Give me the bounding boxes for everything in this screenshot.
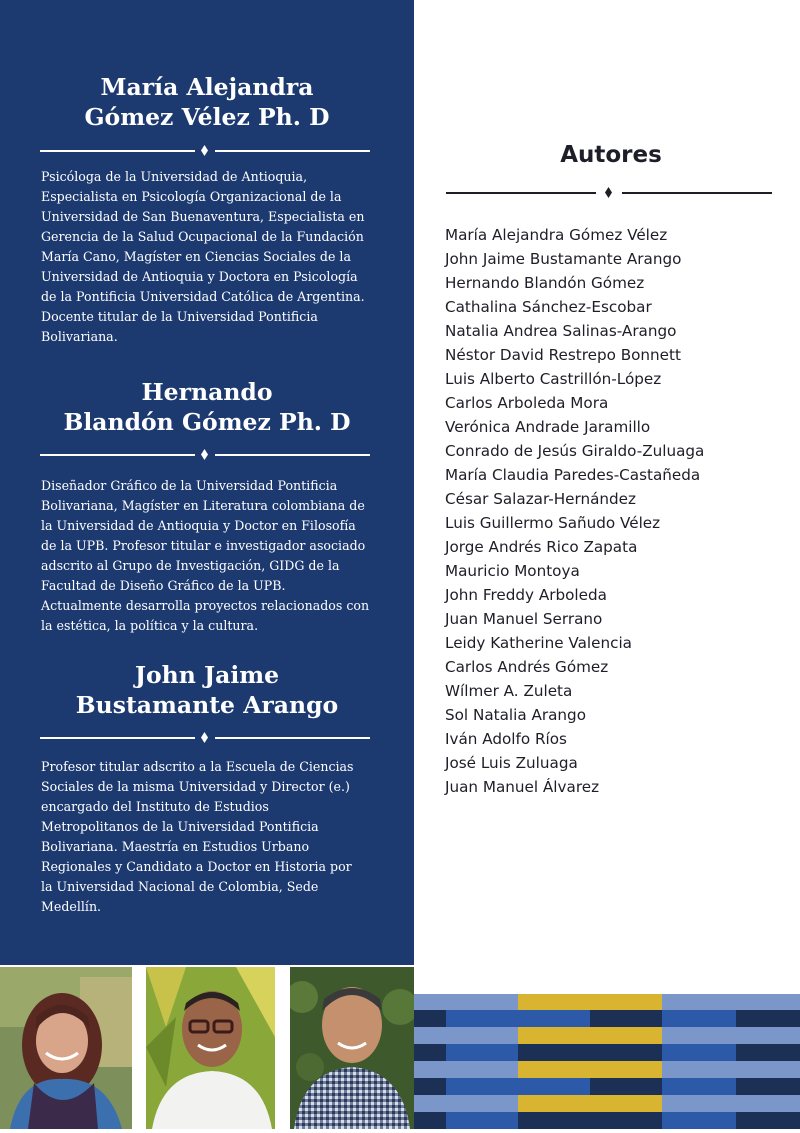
bio-line: la Universidad de Antioquia y Doctor en Filosofía [41, 518, 356, 533]
author-name: Cathalina Sánchez-Escobar [445, 298, 652, 316]
author-name: Conrado de Jesús Giraldo-Zuluaga [445, 442, 705, 460]
bio-line: la estética, la política y la cultura. [41, 618, 259, 633]
bio-text-bustamante [41, 757, 386, 917]
bio-line: Universidad de San Buenaventura, Especialista en [41, 209, 365, 224]
bio-line: Psicóloga de la Universidad de Antioquia, [41, 169, 308, 184]
bio-name-line: John Jaime [134, 661, 280, 689]
author-name: María Claudia Paredes-Castañeda [445, 466, 701, 484]
bio-line: Profesor titular adscrito a la Escuela de Ciencias [41, 759, 354, 774]
author-name: María Alejandra Gómez Vélez [445, 226, 668, 244]
bio-line: Especialista en Psicología Organizacional de la [41, 189, 342, 204]
bio-name-line: Hernando [141, 378, 273, 406]
author-name: Néstor David Restrepo Bonnett [445, 346, 681, 364]
author-name: Hernando Blandón Gómez [445, 274, 645, 292]
bio-line: de la Pontificia Universidad Católica de Argentina. [41, 289, 365, 304]
bio-line: Docente titular de la Universidad Pontificia [41, 309, 318, 324]
bio-name-blandon [0, 377, 414, 437]
author-name: César Salazar-Hernández [445, 490, 636, 508]
bio-line: Bolivariana, Magíster en Literatura colombiana de [41, 498, 365, 513]
bio-name-line: María Alejandra [100, 73, 314, 101]
author-name: Wílmer A. Zuleta [445, 682, 573, 700]
bio-text-gomez [41, 167, 386, 347]
bio-name-gomez [0, 72, 414, 132]
bio-name-line: Bustamante Arango [75, 691, 339, 719]
bio-line: Facultad de Diseño Gráfico de la UPB. [41, 578, 286, 593]
diamond-divider-icon [40, 448, 370, 462]
author-photo-bustamante [290, 967, 414, 1129]
author-list [445, 223, 704, 799]
author-name: Jorge Andrés Rico Zapata [445, 538, 638, 556]
bio-line: Actualmente desarrolla proyectos relacionados con [41, 598, 370, 613]
bio-name-bustamante [0, 660, 414, 720]
bio-line: Universidad de Antioquia y Doctora en Psicología [41, 269, 358, 284]
bio-name-line: Gómez Vélez Ph. D [84, 103, 330, 131]
author-name: Luis Guillermo Sañudo Vélez [445, 514, 661, 532]
author-name: José Luis Zuluaga [445, 754, 578, 772]
bio-line: encargado del Instituto de Estudios [41, 799, 269, 814]
diamond-divider-icon [40, 731, 370, 745]
bio-line: de la UPB. Profesor titular e investigador asociado [41, 538, 366, 553]
author-name: John Freddy Arboleda [445, 586, 607, 604]
author-name: Juan Manuel Serrano [445, 610, 603, 628]
bio-panel [0, 0, 414, 965]
bio-line: adscrito al Grupo de Investigación, GIDG de la [41, 558, 340, 573]
bio-line: María Cano, Magíster en Ciencias Sociales de la [41, 249, 351, 264]
bio-line: la Universidad Nacional de Colombia, Sede [41, 879, 319, 894]
bio-line: Bolivariana. Maestría en Estudios Urbano [41, 839, 310, 854]
author-name: Sol Natalia Arango [445, 706, 586, 724]
diamond-divider-icon [40, 144, 370, 158]
bio-line: Medellín. [41, 899, 102, 914]
authors-heading: Autores [560, 142, 662, 168]
bio-line: Bolivariana. [41, 329, 118, 344]
bio-text-blandon [41, 476, 386, 636]
woven-pattern [414, 994, 800, 1129]
bio-line: Regionales y Candidato a Doctor en Historia por [41, 859, 352, 874]
author-name: Luis Alberto Castrillón-López [445, 370, 662, 388]
author-name: John Jaime Bustamante Arango [445, 250, 682, 268]
author-name: Juan Manuel Álvarez [445, 778, 600, 796]
author-photo-gomez [0, 967, 132, 1129]
author-photo-blandon [146, 967, 275, 1129]
author-name: Carlos Arboleda Mora [445, 394, 609, 412]
bio-line: Metropolitanos de la Universidad Pontificia [41, 819, 319, 834]
diamond-divider-icon [446, 186, 772, 200]
author-name: Natalia Andrea Salinas-Arango [445, 322, 677, 340]
author-name: Mauricio Montoya [445, 562, 580, 580]
bio-line: Sociales de la misma Universidad y Director (e.) [41, 779, 350, 794]
author-name: Leidy Katherine Valencia [445, 634, 632, 652]
author-name: Verónica Andrade Jaramillo [445, 418, 651, 436]
author-name: Iván Adolfo Ríos [445, 730, 567, 748]
author-name: Carlos Andrés Gómez [445, 658, 609, 676]
bio-line: Gerencia de la Salud Ocupacional de la Fundación [41, 229, 364, 244]
bio-name-line: Blandón Gómez Ph. D [63, 408, 351, 436]
bio-line: Diseñador Gráfico de la Universidad Pontificia [41, 478, 338, 493]
